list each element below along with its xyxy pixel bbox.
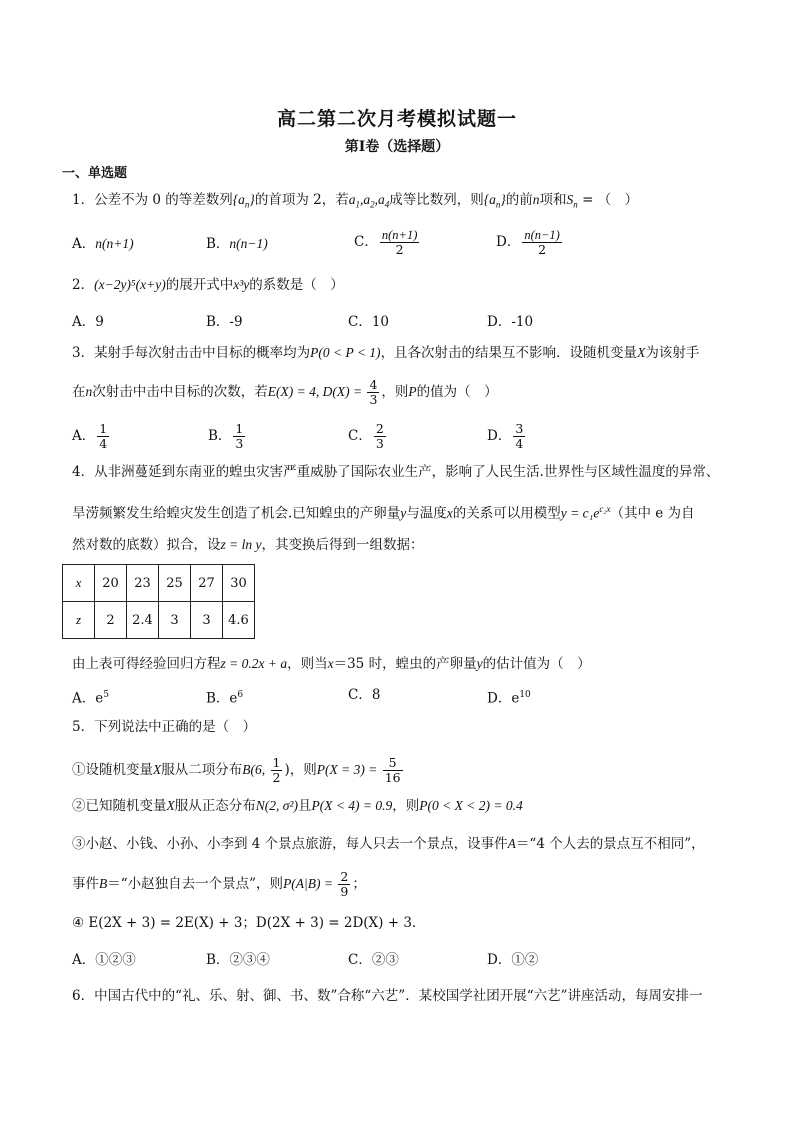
table-cell: 3: [159, 602, 191, 639]
question-1-stem: 1．公差不为 0 的等差数列$\{a_n\}$的首项为 2，若$a_1,a_2,a_4$成等比数列，则$\{a_n\}$的前n项和$S_n$ = （ ）: [72, 192, 639, 210]
fraction: $\frac{4}{3}$: [369, 377, 378, 407]
question-6-line-1: 6．中国古代中的“礼、乐、射、御、书、数”合称“六艺”．某校国学社团开展“六艺”讲座活动，每周安排一: [72, 988, 703, 1004]
question-5-statement-3-line-2: 事件B＝“小赵独自去一个景点”，则P(A|B) = $\frac{2}{9}$ ；: [72, 869, 366, 899]
table-cell: 3: [191, 602, 223, 639]
question-5-statement-2: ②已知随机变量X服从正态分布N(2, σ²)且P(X < 4) = 0.9，则P(0 < X < 2) = 0.4: [72, 798, 523, 814]
table-cell: 2.4: [127, 602, 159, 639]
table-cell: 25: [159, 565, 191, 602]
question-5-statement-1: ①设随机变量X服从二项分布B(6, $\frac{1}{2}$ )，则P(X = 3) = $\frac{5}{16}$: [72, 755, 401, 785]
question-1-option-b[interactable]: B．n(n−1): [206, 236, 268, 252]
question-2-stem: 2．(x−2y)⁵(x+y)的展开式中x³y的系数是（ ）: [72, 277, 344, 293]
table-cell: 27: [191, 565, 223, 602]
question-3-line-2: 在n次射击中击中目标的次数，若E(X) = 4, D(X) = $\frac{4}{3}$ ，则P的值为（ ）: [72, 377, 498, 407]
question-5-option-c[interactable]: C．②③: [348, 952, 399, 968]
question-2-option-a[interactable]: A．9: [72, 314, 104, 330]
data-table: [62, 564, 255, 639]
fraction: $\frac{n(n-1)}{2}$: [524, 228, 560, 257]
table-cell: 2: [95, 602, 127, 639]
question-1-option-c[interactable]: C． $\frac{n(n+1)}{2}$: [354, 228, 418, 257]
table-cell: 4.6: [223, 602, 255, 639]
question-4-line-1: 4．从非洲蔓延到东南亚的蝗虫灾害严重威胁了国际农业生产，影响了人民生活.世界性与区域性温度的异常、: [72, 464, 720, 480]
question-5-statement-3-line-1: ③小赵、小钱、小孙、小李到 4 个景点旅游，每人只去一个景点，设事件A＝“4 个人去的景点互不相同”，: [72, 836, 705, 852]
page-title: 高二第二次月考模拟试题一: [276, 108, 517, 130]
question-3-option-a[interactable]: A． $\frac{1}{4}$: [72, 421, 108, 451]
table-cell: 30: [223, 565, 255, 602]
question-4-option-b[interactable]: B．$e^6$: [206, 690, 244, 707]
question-3-option-d[interactable]: D． $\frac{3}{4}$: [487, 421, 524, 451]
question-5-option-d[interactable]: D．①②: [487, 952, 539, 968]
question-4-option-a[interactable]: A．$e^5$: [72, 690, 109, 707]
table-cell: 20: [95, 565, 127, 602]
table-row: [63, 602, 255, 639]
table-row: [63, 565, 255, 602]
table-cell: 23: [127, 565, 159, 602]
question-4-line-4: 由上表可得经验回归方程z = 0.2x + a，则当x＝35 时，蝗虫的产卵量y的估计值为（ ）: [72, 656, 591, 672]
question-1-option-d[interactable]: D． $\frac{n(n-1)}{2}$: [496, 228, 560, 257]
question-1-option-a[interactable]: A．n(n+1): [72, 236, 134, 252]
table-cell: z: [63, 602, 95, 639]
question-5-option-a[interactable]: A．①②③: [72, 952, 136, 968]
question-2-option-c[interactable]: C．10: [348, 314, 390, 330]
question-2-option-b[interactable]: B．-9: [206, 314, 243, 330]
question-3-line-1: 3．某射手每次射击击中目标的概率均为P(0 < P < 1)，且各次射击的结果互不影响．设随机变量X为该射手: [72, 345, 700, 361]
question-4-line-3: 然对数的底数）拟合，设z = ln y，其变换后得到一组数据：: [72, 537, 424, 553]
question-2-option-d[interactable]: D．-10: [487, 314, 534, 330]
question-3-option-b[interactable]: B． $\frac{1}{3}$: [208, 421, 244, 451]
page-subtitle: 第I卷（选择题）: [344, 139, 450, 155]
table-cell: x: [63, 565, 95, 602]
fraction: $\frac{n(n+1)}{2}$: [381, 228, 418, 257]
question-3-option-c[interactable]: C． $\frac{2}{3}$: [348, 421, 384, 451]
question-5-stem: 5．下列说法中正确的是（ ）: [72, 719, 257, 735]
question-5-statement-4: ④ E(2X + 3) = 2E(X) + 3；D(2X + 3) = 2D(X) + 3.: [72, 915, 417, 931]
section-heading: 一、单选题: [62, 166, 128, 181]
question-4-line-2: 旱涝频繁发生给蝗灾发生创造了机会.已知蝗虫的产卵量y与温度x的关系可以用模型$y = c_1e^{c_2x}$（其中 e 为自: [72, 504, 695, 522]
question-4-option-d[interactable]: D．$e^{10}$: [487, 690, 531, 707]
question-4-option-c[interactable]: C．8: [348, 687, 381, 703]
question-5-option-b[interactable]: B．②③④: [206, 952, 270, 968]
